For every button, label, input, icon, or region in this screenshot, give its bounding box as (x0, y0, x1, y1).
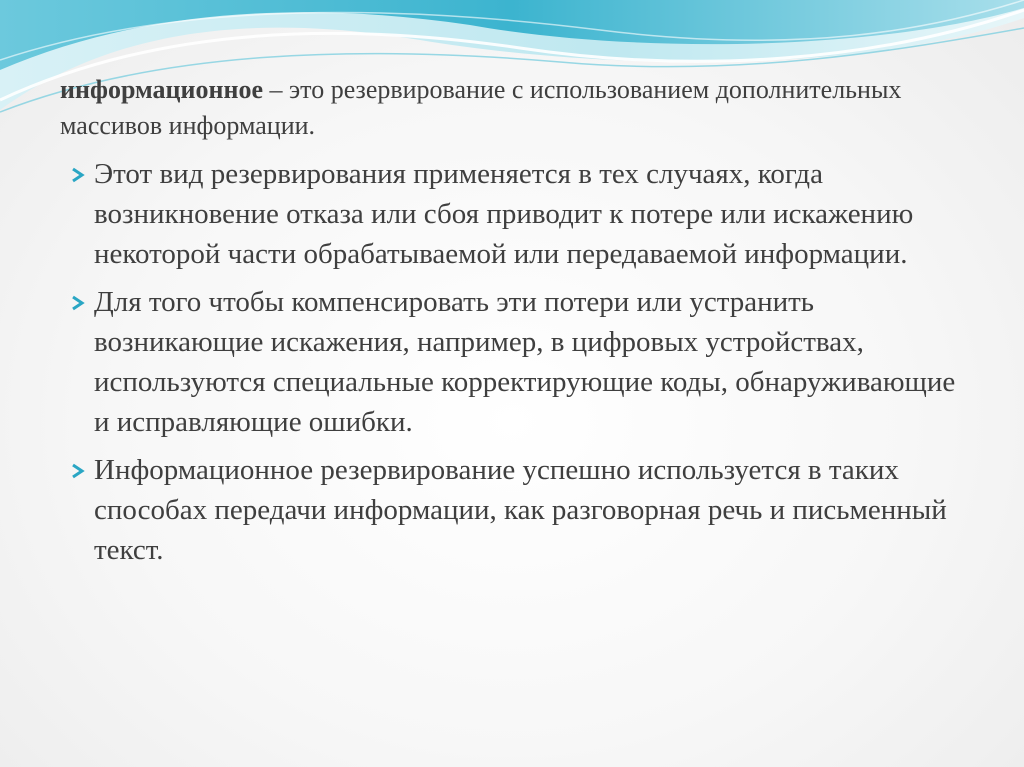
bullet-text: Для того чтобы компенсировать эти потери или устранить возникающие искажения, например, в цифровых устройствах, используются специальные корректирующие коды, обнаруживающие и исправляющие ошибки. (94, 286, 956, 438)
intro-definition: это резервирование с использованием дополнительных массивов информации. (60, 75, 902, 140)
term-bold: информационное (60, 75, 264, 104)
bullet-text: Информационное резервирование успешно используется в таких способах передачи информации, как разговорная речь и письменный текст. (94, 454, 947, 566)
intro-dash: – (263, 75, 290, 104)
chevron-right-icon (70, 463, 86, 479)
chevron-right-icon (70, 295, 86, 311)
intro-paragraph (60, 72, 960, 144)
bullet-item (60, 282, 960, 442)
bullet-text: Этот вид резервирования применяется в тех случаях, когда возникновение отказа или сбоя приводит к потере или искажению некоторой части обрабатываемой или передаваемой информации. (94, 158, 914, 270)
bullet-item (60, 450, 960, 570)
chevron-right-icon (70, 167, 86, 183)
slide-content (60, 72, 960, 578)
bullet-item (60, 154, 960, 274)
